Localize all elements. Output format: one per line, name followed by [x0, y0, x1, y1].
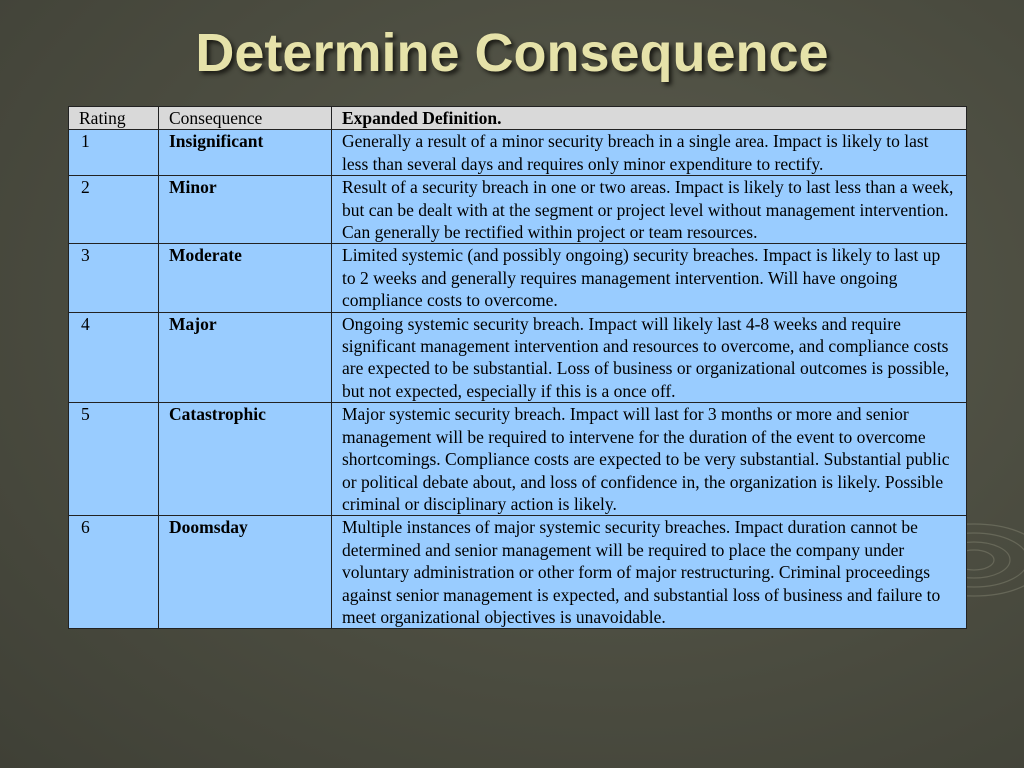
definition-cell: Result of a security breach in one or two areas. Impact is likely to last less than a week, but can be dealt with at the segment or project level without management intervention. Can generally be rectified within project or team resources.: [332, 176, 967, 244]
header-consequence: Consequence: [159, 107, 332, 130]
consequence-table-container: [68, 106, 966, 629]
table-row: [69, 516, 967, 629]
slide-title: Determine Consequence: [195, 23, 829, 83]
consequence-cell: Insignificant: [159, 130, 332, 176]
definition-cell: Ongoing systemic security breach. Impact will likely last 4-8 weeks and require significant management intervention and resources to overcome, and compliance costs are expected to be substantial. Loss of business or organizational outcomes is possible, but not expected, especially if this is a once off.: [332, 312, 967, 403]
rating-cell: 6: [69, 516, 159, 629]
definition-cell: Limited systemic (and possibly ongoing) security breaches. Impact is likely to last up to 2 weeks and generally requires management intervention. Will have ongoing compliance costs to overcome.: [332, 244, 967, 312]
table-row: [69, 244, 967, 312]
header-definition: Expanded Definition.: [332, 107, 967, 130]
consequence-cell: Doomsday: [159, 516, 332, 629]
header-rating: Rating: [69, 107, 159, 130]
rating-cell: 2: [69, 176, 159, 244]
table-row: [69, 130, 967, 176]
rating-cell: 3: [69, 244, 159, 312]
table-row: [69, 312, 967, 403]
rating-cell: 4: [69, 312, 159, 403]
table-row: [69, 176, 967, 244]
consequence-table: [68, 106, 967, 629]
definition-cell: Generally a result of a minor security breach in a single area. Impact is likely to last less than several days and requires only minor expenditure to rectify.: [332, 130, 967, 176]
consequence-cell: Major: [159, 312, 332, 403]
consequence-cell: Catastrophic: [159, 403, 332, 516]
definition-cell: Multiple instances of major systemic security breaches. Impact duration cannot be determined and senior management will be required to place the company under voluntary administration or other form of major restructuring. Criminal proceedings against senior management is expected, and substantial loss of business and failure to meet organizational objectives is unavoidable.: [332, 516, 967, 629]
consequence-cell: Moderate: [159, 244, 332, 312]
definition-cell: Major systemic security breach. Impact will last for 3 months or more and senior management will be required to intervene for the duration of the event to overcome shortcomings. Compliance costs are expected to be very substantial. Substantial public or political debate about, and loss of confidence in, the organization is likely. Possible criminal or disciplinary action is likely.: [332, 403, 967, 516]
rating-cell: 5: [69, 403, 159, 516]
table-row: [69, 403, 967, 516]
consequence-cell: Minor: [159, 176, 332, 244]
table-header-row: [69, 107, 967, 130]
rating-cell: 1: [69, 130, 159, 176]
